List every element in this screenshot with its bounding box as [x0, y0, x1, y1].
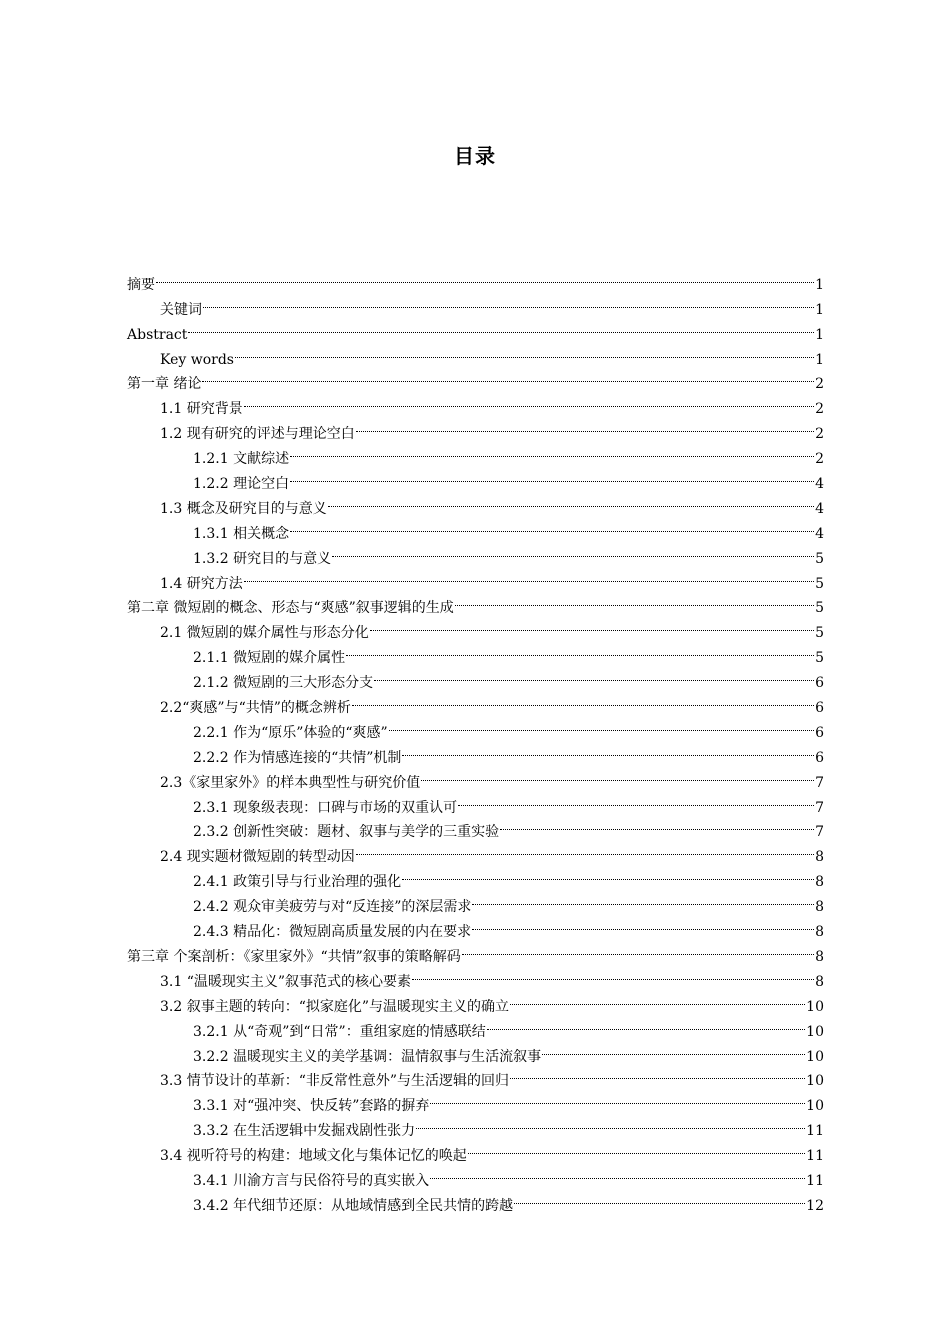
page-title: 目录 — [454, 144, 496, 168]
toc-entry-title: 2.2“爽感”与“共情”的概念辨析 — [160, 700, 351, 717]
toc-leader-dots — [416, 1110, 805, 1135]
toc-page-number: 8 — [815, 924, 824, 941]
toc-entry[interactable] — [127, 314, 824, 343]
toc-entry-title: 第二章 微短剧的概念、形态与“爽感”叙事逻辑的生成 — [127, 600, 454, 617]
toc-entry-title: 3.3 情节设计的革新：“非反常性意外”与生活逻辑的回归 — [160, 1073, 510, 1090]
toc-leader-dots — [244, 563, 814, 588]
toc-entry-title: 第一章 绪论 — [127, 376, 202, 393]
toc-page-number: 4 — [815, 476, 824, 493]
toc-entry-title: Abstract — [127, 326, 188, 343]
toc-leader-dots — [402, 737, 814, 762]
toc-entry-title: 2.2.1 作为“原乐”体验的“爽感” — [193, 724, 388, 741]
toc-entry-title: 3.4.1 川渝方言与民俗符号的真实嵌入 — [193, 1172, 430, 1189]
toc-page-number: 8 — [815, 874, 824, 891]
toc-entry-title: 第三章 个案剖析：《家里家外》“共情”叙事的策略解码 — [127, 948, 461, 965]
toc-leader-dots — [510, 1061, 805, 1086]
toc-page-number: 5 — [815, 600, 824, 617]
toc-page-number: 6 — [815, 700, 824, 717]
toc-leader-dots — [430, 1085, 805, 1110]
toc-page-number: 5 — [815, 575, 824, 592]
toc-leader-dots — [235, 339, 814, 364]
toc-leader-dots — [356, 836, 814, 861]
toc-leader-dots — [188, 314, 814, 339]
toc-leader-dots — [430, 1160, 805, 1185]
toc-page-number: 4 — [815, 525, 824, 542]
toc-entry-title: 3.1 “温暖现实主义”叙事范式的核心要素 — [160, 973, 412, 990]
toc-leader-dots — [346, 637, 814, 662]
toc-leader-dots — [458, 787, 814, 812]
toc-page-number: 2 — [815, 426, 824, 443]
toc-page-number: 5 — [815, 650, 824, 667]
toc-entry-title: 3.2.1 从“奇观”到“日常”：重组家庭的情感联结 — [193, 1023, 486, 1040]
toc-entry-title: 2.4.2 观众审美疲劳与对“反连接”的深层需求 — [193, 899, 472, 916]
toc-leader-dots — [510, 986, 805, 1011]
toc-entry-title: 2.3.2 创新性突破：题材、叙事与美学的三重实验 — [193, 824, 500, 841]
toc-page-number: 11 — [806, 1123, 824, 1140]
toc-entry-title: 2.3.1 现象级表现：口碑与市场的双重认可 — [193, 799, 458, 816]
toc-entry-title: 3.3.2 在生活逻辑中发掘戏剧性张力 — [193, 1123, 416, 1140]
toc-page-number: 1 — [815, 276, 824, 293]
toc-entry-title: 2.2.2 作为情感连接的“共情”机制 — [193, 749, 402, 766]
toc-page-number: 6 — [815, 724, 824, 741]
toc-entry-title: Key words — [160, 351, 234, 368]
toc-leader-dots — [542, 1036, 805, 1061]
toc-page-number: 6 — [815, 675, 824, 692]
toc-page-number: 10 — [806, 1048, 824, 1065]
toc-entry-title: 1.3.2 研究目的与意义 — [193, 550, 332, 567]
toc-page-number: 6 — [815, 749, 824, 766]
toc-entry-title: 2.1.1 微短剧的媒介属性 — [193, 650, 346, 667]
toc-leader-dots — [202, 364, 814, 389]
toc-entry[interactable] — [127, 264, 824, 293]
toc-leader-dots — [389, 712, 814, 737]
toc-entry-title: 1.3.1 相关概念 — [193, 525, 290, 542]
toc-page-number: 7 — [815, 774, 824, 791]
toc-entry-title: 1.4 研究方法 — [160, 575, 243, 592]
toc-entry-title: 2.1 微短剧的媒介属性与形态分化 — [160, 625, 369, 642]
toc-page-number: 8 — [815, 948, 824, 965]
toc-entry-title: 2.4.1 政策引导与行业治理的强化 — [193, 874, 402, 891]
toc-entry[interactable] — [127, 364, 824, 393]
toc-leader-dots — [421, 762, 814, 787]
toc-page-number: 7 — [815, 799, 824, 816]
toc-leader-dots — [472, 911, 814, 936]
toc-entry-title: 1.2 现有研究的评述与理论空白 — [160, 426, 355, 443]
toc-entry-title: 2.3《家里家外》的样本典型性与研究价值 — [160, 774, 421, 791]
toc-page-number: 4 — [815, 500, 824, 517]
toc-leader-dots — [455, 588, 814, 613]
toc-entry-title: 3.2.2 温暖现实主义的美学基调：温情叙事与生活流叙事 — [193, 1048, 542, 1065]
toc-entry-title: 3.3.1 对“强冲突、快反转”套路的摒弃 — [193, 1098, 430, 1115]
toc-page-number: 8 — [815, 973, 824, 990]
toc-leader-dots — [412, 961, 814, 986]
toc-page-number: 11 — [806, 1148, 824, 1165]
toc-leader-dots — [156, 264, 814, 289]
toc-entry-title: 1.3 概念及研究目的与意义 — [160, 500, 327, 517]
toc-page-number: 10 — [806, 1023, 824, 1040]
toc-page-number: 12 — [806, 1197, 824, 1214]
toc-page-number: 7 — [815, 824, 824, 841]
toc-leader-dots — [374, 662, 814, 687]
toc-leader-dots — [290, 513, 814, 538]
toc-page-number: 2 — [815, 401, 824, 418]
toc-entry-title: 关键词 — [160, 301, 202, 318]
toc-page-number: 2 — [815, 376, 824, 393]
toc-entry-title: 3.2 叙事主题的转向：“拟家庭化”与温暖现实主义的确立 — [160, 998, 510, 1015]
toc-page-number: 10 — [806, 1098, 824, 1115]
table-of-contents — [127, 264, 824, 1214]
toc-page-number: 11 — [806, 1172, 824, 1189]
toc-entry-title: 3.4 视听符号的构建：地域文化与集体记忆的唤起 — [160, 1148, 467, 1165]
toc-page-number: 8 — [815, 849, 824, 866]
toc-entry[interactable] — [127, 289, 824, 318]
toc-leader-dots — [332, 538, 814, 563]
toc-page-number: 10 — [806, 998, 824, 1015]
toc-entry-title: 2.1.2 微短剧的三大形态分支 — [193, 675, 374, 692]
toc-page-number: 1 — [815, 351, 824, 368]
toc-leader-dots — [203, 289, 814, 314]
toc-page-number: 1 — [815, 301, 824, 318]
toc-page-number: 8 — [815, 899, 824, 916]
toc-entry[interactable] — [127, 388, 824, 418]
toc-page-number: 5 — [815, 625, 824, 642]
toc-leader-dots — [514, 1185, 805, 1210]
toc-leader-dots — [402, 861, 814, 886]
toc-leader-dots — [356, 413, 814, 438]
toc-page-number: 10 — [806, 1073, 824, 1090]
toc-leader-dots — [472, 886, 814, 911]
toc-leader-dots — [328, 488, 814, 513]
toc-leader-dots — [290, 463, 814, 488]
toc-leader-dots — [487, 1011, 805, 1036]
toc-entry[interactable] — [127, 339, 824, 368]
toc-leader-dots — [244, 388, 814, 413]
toc-leader-dots — [352, 687, 814, 712]
toc-entry-title: 3.4.2 年代细节还原：从地域情感到全民共情的跨越 — [193, 1197, 514, 1214]
toc-entry-title: 1.2.1 文献综述 — [193, 451, 290, 468]
toc-leader-dots — [500, 812, 814, 837]
toc-entry-title: 摘要 — [127, 276, 155, 293]
toc-leader-dots — [370, 612, 814, 637]
toc-page-number: 1 — [815, 326, 824, 343]
toc-page-number: 5 — [815, 550, 824, 567]
toc-entry-title: 1.2.2 理论空白 — [193, 476, 290, 493]
toc-page-number: 2 — [815, 451, 824, 468]
toc-leader-dots — [290, 438, 814, 463]
toc-entry-title: 2.4 现实题材微短剧的转型动因 — [160, 849, 355, 866]
toc-entry-title: 1.1 研究背景 — [160, 401, 243, 418]
toc-leader-dots — [468, 1135, 805, 1160]
toc-leader-dots — [462, 936, 814, 961]
toc-entry-title: 2.4.3 精品化：微短剧高质量发展的内在要求 — [193, 924, 472, 941]
